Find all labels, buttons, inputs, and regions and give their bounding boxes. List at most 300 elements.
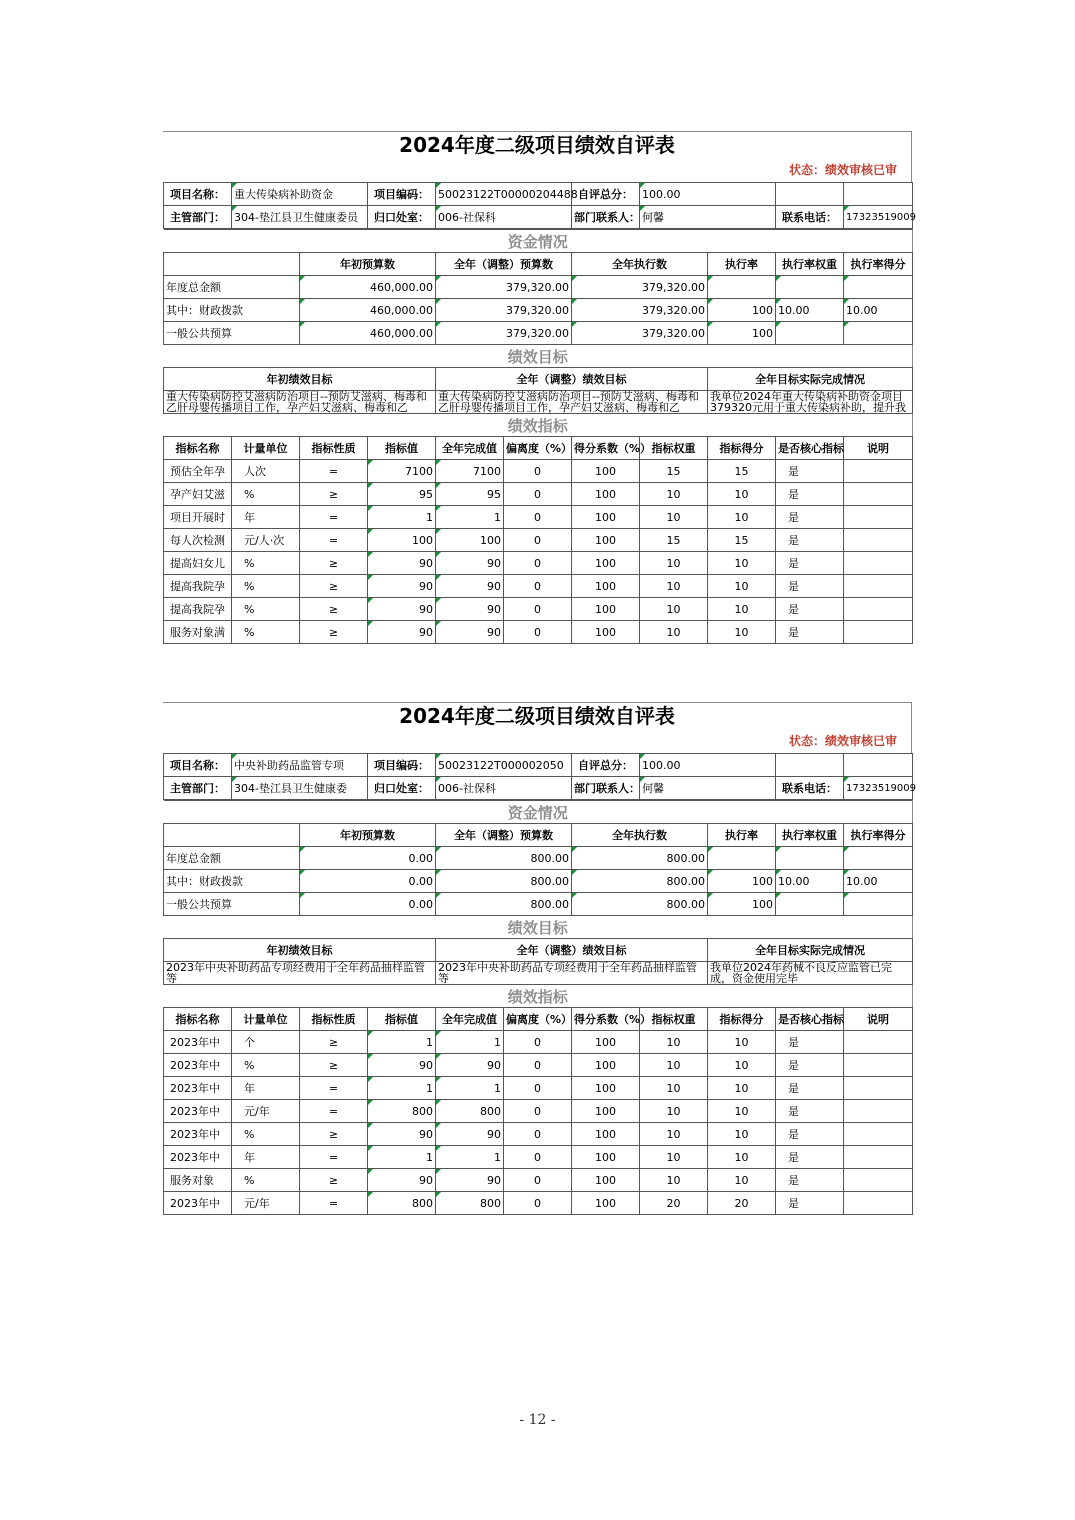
funds-cell: 460,000.00 [300, 276, 436, 299]
indicator-cell: 100 [572, 1123, 640, 1146]
indicator-cell: 100 [572, 483, 640, 506]
indicator-cell: 10 [708, 621, 776, 644]
project-code-value: 50023122T00000204488 [436, 183, 572, 206]
funds-cell: 460,000.00 [300, 299, 436, 322]
indicator-cell: 90 [368, 621, 436, 644]
goal-text: 我单位2024年重大传染病补助资金项目379320元用于重大传染病补助，提升我 [708, 391, 913, 414]
indicator-header: 指标得分 [708, 1008, 776, 1031]
funds-cell: 100 [708, 893, 776, 916]
funds-cell: 100 [708, 870, 776, 893]
funds-cell: 800.00 [572, 870, 708, 893]
funds-cell: 800.00 [572, 893, 708, 916]
indicator-cell [844, 529, 913, 552]
indicator-cell: 是 [776, 506, 844, 529]
funds-header: 年初预算数 [300, 824, 436, 847]
funds-cell: 10.00 [844, 870, 913, 893]
indicator-cell: ≥ [300, 575, 368, 598]
indicator-cell: 是 [776, 1077, 844, 1100]
indicator-cell: 是 [776, 598, 844, 621]
indicator-cell [844, 621, 913, 644]
funds-row [164, 322, 913, 345]
indicator-cell: 90 [436, 1054, 504, 1077]
indicator-cell: 90 [368, 552, 436, 575]
funds-header: 执行率权重 [776, 253, 844, 276]
sheet-title: 2024年度二级项目绩效自评表 [163, 131, 912, 158]
indicator-cell: 服务对象 [164, 1169, 232, 1192]
indicator-header: 指标名称 [164, 1008, 232, 1031]
funds-cell: 379,320.00 [436, 276, 572, 299]
funds-cell: 800.00 [436, 893, 572, 916]
indicator-cell: 项目开展时 [164, 506, 232, 529]
indicator-cell: 是 [776, 529, 844, 552]
indicator-cell: 90 [368, 1054, 436, 1077]
indicator-cell: 90 [368, 575, 436, 598]
project-name-label: 项目名称： [164, 183, 232, 206]
indicator-cell: 1 [368, 1031, 436, 1054]
project-info-table [163, 182, 917, 229]
indicator-cell: 100 [572, 1077, 640, 1100]
indicator-row [164, 1192, 913, 1215]
indicator-cell: 100 [572, 1169, 640, 1192]
funds-row [164, 299, 913, 322]
indicator-row [164, 1146, 913, 1169]
indicator-cell: 每人次检测 [164, 529, 232, 552]
indicator-cell [844, 1123, 913, 1146]
indicator-cell: 年 [232, 1146, 300, 1169]
indicator-cell: ≥ [300, 1054, 368, 1077]
funds-section-title: 资金情况 [164, 801, 913, 824]
indicator-cell: 1 [436, 1031, 504, 1054]
funds-section-title: 资金情况 [164, 230, 913, 253]
indicator-cell: = [300, 1146, 368, 1169]
indicator-cell [844, 1100, 913, 1123]
indicator-cell: 0 [504, 1192, 572, 1215]
indicator-cell: 10 [640, 598, 708, 621]
funds-cell: 100 [708, 299, 776, 322]
indicator-cell: 2023年中 [164, 1192, 232, 1215]
indicator-cell: 10 [640, 1100, 708, 1123]
indicator-cell: 2023年中 [164, 1100, 232, 1123]
indicator-cell: 7100 [436, 460, 504, 483]
funds-cell: 0.00 [300, 893, 436, 916]
contact-label: 部门联系人： [572, 777, 640, 800]
indicator-cell: 10 [708, 1077, 776, 1100]
indicator-cell: 人次 [232, 460, 300, 483]
indicator-cell: 是 [776, 621, 844, 644]
goal-text: 重大传染病防控艾滋病防治项目--预防艾滋病、梅毒和乙肝母婴传播项目工作，孕产妇艾滋病、梅毒和乙 [164, 391, 436, 414]
phone-label: 联系电话： [776, 777, 844, 800]
indicator-cell: ≥ [300, 1169, 368, 1192]
project-name-value: 中央补助药品监管专项 [232, 754, 368, 777]
funds-row [164, 276, 913, 299]
indicator-cell: 800 [436, 1192, 504, 1215]
status-label: 状态：绩效审核已审 [163, 729, 912, 753]
funds-cell [844, 847, 913, 870]
office-value: 006-社保科 [436, 777, 572, 800]
indicator-cell: 90 [436, 575, 504, 598]
indicator-cell: % [232, 483, 300, 506]
funds-cell: 其中：财政拨款 [164, 870, 300, 893]
funds-cell [708, 847, 776, 870]
office-value: 006-社保科 [436, 206, 572, 229]
goals-header: 年初绩效目标 [164, 939, 436, 962]
indicator-cell: 元/年 [232, 1192, 300, 1215]
indicator-header: 指标权重 [640, 1008, 708, 1031]
dept-value: 304-垫江县卫生健康委员 [232, 206, 368, 229]
indicator-cell: 是 [776, 483, 844, 506]
indicator-cell: 是 [776, 1192, 844, 1215]
indicator-cell: 10 [708, 1146, 776, 1169]
indicator-cell: 0 [504, 1169, 572, 1192]
indicator-cell: ≥ [300, 598, 368, 621]
indicator-cell [844, 552, 913, 575]
indicator-header: 全年完成值 [436, 1008, 504, 1031]
indicator-cell: ≥ [300, 483, 368, 506]
funds-cell: 379,320.00 [572, 322, 708, 345]
indicator-cell: 10 [708, 1100, 776, 1123]
indicator-cell: 100 [436, 529, 504, 552]
goals-section-title: 绩效目标 [164, 345, 913, 368]
funds-row [164, 870, 913, 893]
goals-header: 全年（调整）绩效目标 [436, 368, 708, 391]
indicator-cell: 10 [640, 552, 708, 575]
empty-cell [844, 754, 913, 777]
indicator-cell: 20 [640, 1192, 708, 1215]
indicator-cell: 15 [640, 460, 708, 483]
indicator-header: 偏离度（%） [504, 1008, 572, 1031]
indicator-cell: 提高我院孕 [164, 575, 232, 598]
indicator-cell: = [300, 1192, 368, 1215]
funds-cell [844, 322, 913, 345]
indicator-cell: 10 [708, 598, 776, 621]
indicator-cell: 1 [436, 506, 504, 529]
goals-header: 全年（调整）绩效目标 [436, 939, 708, 962]
indicator-cell: 2023年中 [164, 1077, 232, 1100]
indicator-cell: 100 [572, 1100, 640, 1123]
funds-cell [776, 322, 844, 345]
indicator-header: 偏离度（%） [504, 437, 572, 460]
goal-text: 2023年中央补助药品专项经费用于全年药品抽样监管等 [436, 962, 708, 985]
indicator-row [164, 552, 913, 575]
funds-cell: 460,000.00 [300, 322, 436, 345]
empty-cell [844, 183, 913, 206]
indicator-cell: 10 [708, 1031, 776, 1054]
indicator-row [164, 1054, 913, 1077]
indicator-cell: 90 [436, 1123, 504, 1146]
indicator-cell: 10 [708, 552, 776, 575]
funds-row [164, 847, 913, 870]
dept-label: 主管部门： [164, 777, 232, 800]
indicator-cell: 0 [504, 1077, 572, 1100]
indicator-cell [844, 1077, 913, 1100]
funds-header: 执行率权重 [776, 824, 844, 847]
indicator-header: 指标性质 [300, 1008, 368, 1031]
indicator-cell: ≥ [300, 1123, 368, 1146]
funds-cell: 年度总金额 [164, 847, 300, 870]
indicator-cell: 100 [572, 621, 640, 644]
indicator-cell: 100 [572, 575, 640, 598]
funds-header [164, 253, 300, 276]
indicator-cell: 0 [504, 506, 572, 529]
indicator-cell: 100 [572, 506, 640, 529]
funds-cell: 一般公共预算 [164, 322, 300, 345]
indicator-header: 是否核心指标 [776, 437, 844, 460]
indicator-cell: 年 [232, 1077, 300, 1100]
funds-cell [776, 276, 844, 299]
indicator-cell [844, 1054, 913, 1077]
indicator-cell: 个 [232, 1031, 300, 1054]
indicator-cell: 90 [368, 1123, 436, 1146]
funds-header [164, 824, 300, 847]
indicator-cell: 是 [776, 1169, 844, 1192]
office-label: 归口处室： [368, 777, 436, 800]
indicator-row [164, 1031, 913, 1054]
funds-cell: 379,320.00 [436, 322, 572, 345]
funds-row [164, 893, 913, 916]
indicator-cell: 预估全年孕 [164, 460, 232, 483]
funds-cell: 0.00 [300, 870, 436, 893]
funds-table [163, 800, 913, 1215]
indicator-cell: 提高妇女儿 [164, 552, 232, 575]
indicator-cell: 2023年中 [164, 1123, 232, 1146]
indicator-cell: 0 [504, 598, 572, 621]
indicator-cell: 孕产妇艾滋 [164, 483, 232, 506]
indicator-cell: 10 [640, 506, 708, 529]
indicator-cell: 10 [708, 1169, 776, 1192]
empty-cell [776, 754, 844, 777]
indicator-cell: 1 [368, 506, 436, 529]
indicator-cell: = [300, 506, 368, 529]
indicator-cell: 0 [504, 1031, 572, 1054]
funds-cell: 年度总金额 [164, 276, 300, 299]
indicator-cell [844, 575, 913, 598]
funds-cell: 100 [708, 322, 776, 345]
indicator-cell: 0 [504, 621, 572, 644]
phone-value: 17323519009 [844, 777, 913, 800]
indicator-cell: 0 [504, 1146, 572, 1169]
page-number: - 12 - [519, 1412, 556, 1428]
score-label: 自评总分： [572, 183, 640, 206]
indicator-cell: 10 [708, 483, 776, 506]
goal-text: 我单位2024年药械不良反应监管已完成，资金使用完毕 [708, 962, 913, 985]
goals-header: 全年目标实际完成情况 [708, 939, 913, 962]
funds-cell: 10.00 [776, 870, 844, 893]
indicator-cell: % [232, 1054, 300, 1077]
goals-header: 全年目标实际完成情况 [708, 368, 913, 391]
indicator-cell: 10 [708, 1123, 776, 1146]
indicator-cell [844, 598, 913, 621]
indicator-header: 计量单位 [232, 437, 300, 460]
indicator-cell: 100 [572, 1146, 640, 1169]
score-value: 100.00 [640, 754, 776, 777]
indicator-cell: 100 [572, 598, 640, 621]
funds-header: 执行率 [708, 253, 776, 276]
indicator-cell: 是 [776, 575, 844, 598]
indicator-cell [844, 1192, 913, 1215]
indicator-cell [844, 1169, 913, 1192]
funds-cell [776, 893, 844, 916]
indicator-cell: 10 [708, 506, 776, 529]
indicator-cell: % [232, 621, 300, 644]
indicator-header: 全年完成值 [436, 437, 504, 460]
indicator-cell: = [300, 1100, 368, 1123]
empty-cell [776, 183, 844, 206]
indicator-row [164, 1169, 913, 1192]
indicator-cell: 15 [708, 460, 776, 483]
indicator-row [164, 529, 913, 552]
funds-cell [844, 893, 913, 916]
indicator-cell: 90 [436, 621, 504, 644]
indicator-row [164, 483, 913, 506]
indicator-header: 指标得分 [708, 437, 776, 460]
funds-header: 执行率得分 [844, 253, 913, 276]
indicator-header: 指标性质 [300, 437, 368, 460]
indicator-row [164, 1123, 913, 1146]
indicator-cell: 10 [640, 1146, 708, 1169]
indicator-cell: 元/人·次 [232, 529, 300, 552]
project-info-table [163, 753, 917, 800]
indicator-header: 指标值 [368, 1008, 436, 1031]
funds-header: 全年（调整）预算数 [436, 824, 572, 847]
funds-cell: 10.00 [776, 299, 844, 322]
funds-cell: 0.00 [300, 847, 436, 870]
indicator-cell: 2023年中 [164, 1146, 232, 1169]
indicator-cell: % [232, 1169, 300, 1192]
indicator-row [164, 506, 913, 529]
funds-cell: 379,320.00 [572, 299, 708, 322]
contact-value: 何馨 [640, 777, 776, 800]
indicator-cell: 7100 [368, 460, 436, 483]
indicator-header: 得分系数（%） [572, 437, 640, 460]
funds-header: 年初预算数 [300, 253, 436, 276]
indicator-cell: % [232, 1123, 300, 1146]
indicator-row [164, 1100, 913, 1123]
funds-cell: 10.00 [844, 299, 913, 322]
funds-cell: 379,320.00 [572, 276, 708, 299]
funds-header: 执行率得分 [844, 824, 913, 847]
indicator-cell: ≥ [300, 1031, 368, 1054]
indicator-cell: 0 [504, 575, 572, 598]
indicator-cell: 0 [504, 552, 572, 575]
indicator-cell: 是 [776, 460, 844, 483]
funds-header: 全年执行数 [572, 253, 708, 276]
indicator-row [164, 460, 913, 483]
indicator-row [164, 598, 913, 621]
indicator-cell [844, 483, 913, 506]
indicator-cell: 100 [572, 552, 640, 575]
evaluation-sheet-2 [163, 702, 917, 1215]
goal-text: 重大传染病防控艾滋病防治项目--预防艾滋病、梅毒和乙肝母婴传播项目工作，孕产妇艾滋病、梅毒和乙 [436, 391, 708, 414]
phone-label: 联系电话： [776, 206, 844, 229]
indicator-cell: 10 [640, 1123, 708, 1146]
indicator-cell [844, 1146, 913, 1169]
indicator-header: 说明 [844, 1008, 913, 1031]
goals-section-title: 绩效目标 [164, 916, 913, 939]
indicator-header: 是否核心指标 [776, 1008, 844, 1031]
indicator-cell: 是 [776, 1100, 844, 1123]
score-label: 自评总分： [572, 754, 640, 777]
funds-cell: 800.00 [436, 870, 572, 893]
project-name-label: 项目名称： [164, 754, 232, 777]
indicator-cell: 800 [368, 1100, 436, 1123]
funds-cell: 其中：财政拨款 [164, 299, 300, 322]
indicator-cell: 100 [572, 1031, 640, 1054]
indicator-cell: 100 [572, 1192, 640, 1215]
indicator-cell: 90 [436, 598, 504, 621]
indicator-row [164, 575, 913, 598]
indicator-header: 指标值 [368, 437, 436, 460]
indicator-cell: 1 [368, 1077, 436, 1100]
indicator-cell: 10 [708, 1054, 776, 1077]
project-name-value: 重大传染病补助资金 [232, 183, 368, 206]
indicator-header: 指标权重 [640, 437, 708, 460]
indicator-cell: 10 [640, 575, 708, 598]
indicator-row [164, 1077, 913, 1100]
indicator-cell: 是 [776, 1123, 844, 1146]
indicator-cell: 100 [368, 529, 436, 552]
indicator-cell: 10 [708, 575, 776, 598]
indicator-cell: 100 [572, 529, 640, 552]
indicator-cell: 是 [776, 1054, 844, 1077]
office-label: 归口处室： [368, 206, 436, 229]
indicator-cell: 800 [368, 1192, 436, 1215]
indicator-cell: 1 [436, 1146, 504, 1169]
funds-cell: 800.00 [436, 847, 572, 870]
indicator-cell: 800 [436, 1100, 504, 1123]
indicator-cell: = [300, 1077, 368, 1100]
indicator-cell: 服务对象满 [164, 621, 232, 644]
funds-header: 全年执行数 [572, 824, 708, 847]
indicator-cell: % [232, 552, 300, 575]
indicator-header: 得分系数（%） [572, 1008, 640, 1031]
indicator-cell: 是 [776, 552, 844, 575]
indicator-cell [844, 460, 913, 483]
indicator-header: 指标名称 [164, 437, 232, 460]
funds-cell [844, 276, 913, 299]
funds-cell: 一般公共预算 [164, 893, 300, 916]
contact-value: 何馨 [640, 206, 776, 229]
indicator-cell: % [232, 575, 300, 598]
contact-label: 部门联系人： [572, 206, 640, 229]
indicator-cell: 2023年中 [164, 1054, 232, 1077]
sheet-title: 2024年度二级项目绩效自评表 [163, 702, 912, 729]
indicator-cell: 100 [572, 460, 640, 483]
status-label: 状态：绩效审核已审 [163, 158, 912, 182]
indicator-cell [844, 506, 913, 529]
indicator-cell: 100 [572, 1054, 640, 1077]
indicators-section-title: 绩效指标 [164, 985, 913, 1008]
indicator-cell: 90 [368, 1169, 436, 1192]
indicator-header: 说明 [844, 437, 913, 460]
indicator-cell: 1 [368, 1146, 436, 1169]
goals-header: 年初绩效目标 [164, 368, 436, 391]
funds-cell: 379,320.00 [436, 299, 572, 322]
score-value: 100.00 [640, 183, 776, 206]
phone-value: 17323519009 [844, 206, 913, 229]
indicator-cell: % [232, 598, 300, 621]
indicator-cell: 10 [640, 1077, 708, 1100]
funds-cell [776, 847, 844, 870]
project-code-label: 项目编码： [368, 183, 436, 206]
indicator-cell: 0 [504, 529, 572, 552]
funds-table [163, 229, 913, 644]
funds-cell [708, 276, 776, 299]
indicator-cell: 0 [504, 1100, 572, 1123]
funds-cell: 800.00 [572, 847, 708, 870]
indicator-cell: ≥ [300, 552, 368, 575]
indicator-cell: 0 [504, 1123, 572, 1146]
indicator-cell: 年 [232, 506, 300, 529]
